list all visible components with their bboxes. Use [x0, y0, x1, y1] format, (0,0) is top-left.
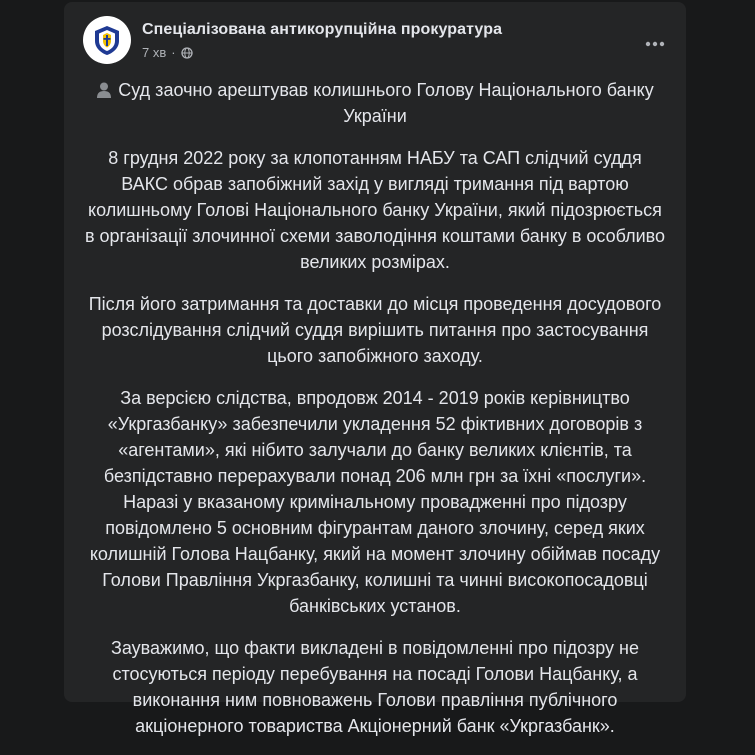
avatar[interactable] — [83, 16, 131, 64]
headline-text: Суд заочно арештував колишнього Голову Національного банку України — [118, 80, 654, 126]
globe-icon — [181, 47, 193, 59]
post-paragraph: Зауважимо, що факти викладені в повідомленні про підозру не стосуються періоду перебування на посаді Голови Нацбанку, а виконання ним повноважень Голови правління публічного акціонерного товариства Акціонерний банк «Укргазбанк». — [110, 638, 640, 736]
more-options-icon — [645, 41, 665, 47]
prosecutor-emblem-icon — [90, 23, 124, 57]
post-meta — [142, 45, 193, 60]
post-paragraph: За версією слідства, впродовж 2014 - 2019 років керівництво «Укргазбанку» забезпечили укладення 52 фіктивних договорів з «агентами», які нібито залучали до банку великих клієнтів, та безпідставно перерахували понад 206 млн грн за їхні «послуги». Наразі у вказаному кримінальному провадженні про підозру повідомлено 5 основним фігурантам даного злочину, серед яких колишній Голова Нацбанку, який на момент злочину обіймав посаду Голови Правління Укргазбанку, колишні та чинні високопосадовці банківських установ. — [89, 388, 661, 616]
post-card — [64, 2, 686, 736]
post-paragraph: 8 грудня 2022 року за клопотанням НАБУ та САП слідчий суддя ВАКС обрав запобіжний захід у вигляді тримання під вартою колишньому Голові Національного банку України, який підозрюється в організації злочинної схеми заволодіння коштами банку в особливо великих розмірах. — [84, 148, 666, 272]
more-options-button[interactable] — [637, 26, 673, 62]
post-body — [84, 77, 666, 755]
meta-separator: · — [171, 45, 176, 60]
page-name[interactable]: Спеціалізована антикорупційна прокуратура — [142, 21, 503, 38]
post-paragraph: Після його затримання та доставки до місця проведення досудового розслідування слідчий суддя вирішить питання про застосування цього запобіжного заходу. — [88, 294, 662, 366]
bust-silhouette-icon — [96, 81, 112, 99]
post-headline — [84, 77, 666, 129]
post-header — [83, 16, 673, 66]
post-time[interactable]: 7 хв — [142, 45, 167, 60]
